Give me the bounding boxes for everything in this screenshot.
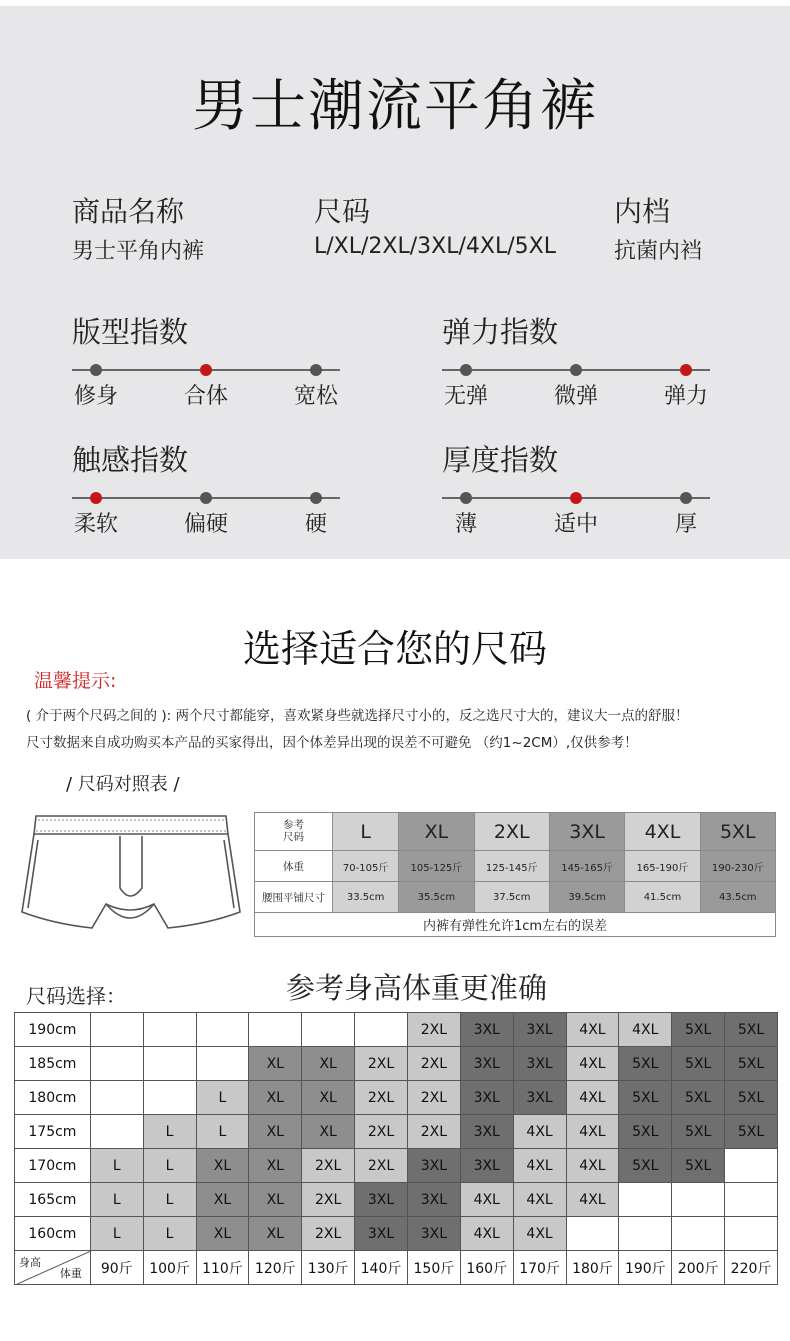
weight-label: 90斤 <box>90 1251 143 1285</box>
page-title: 男士潮流平角裤 <box>192 74 598 139</box>
size-recommendation-cell <box>672 1183 725 1217</box>
weight-label: 100斤 <box>143 1251 196 1285</box>
size-table-corner: 参考 尺码 <box>255 813 333 851</box>
elasticity-index <box>442 310 712 409</box>
size-recommendation-cell: 5XL <box>725 1047 778 1081</box>
info-value: 男士平角内裤 <box>72 239 205 264</box>
size-recommendation-cell: 4XL <box>460 1217 513 1251</box>
size-recommendation-cell: L <box>143 1115 196 1149</box>
size-recommendation-cell: 4XL <box>460 1183 513 1217</box>
height-label: 190cm <box>15 1013 91 1047</box>
tip-line: ( 介于两个尺码之间的 ): 两个尺寸都能穿，喜欢紧身些就选择尺寸小的，反之选尺寸大的，建议大一点的舒服！ <box>26 708 689 724</box>
size-recommendation-cell: 5XL <box>619 1149 672 1183</box>
size-recommendation-cell: 2XL <box>355 1149 408 1183</box>
weight-label: 体重 <box>255 851 333 882</box>
size-recommendation-cell: 2XL <box>407 1081 460 1115</box>
size-recommendation-cell: XL <box>302 1081 355 1115</box>
index-option-label: 微弹 <box>553 384 599 409</box>
grid-row <box>15 1047 778 1081</box>
size-recommendation-cell: 5XL <box>619 1115 672 1149</box>
info-label: 内档 <box>614 195 671 228</box>
corner-height-label: 身高 <box>19 1256 41 1269</box>
size-recommendation-cell: 5XL <box>619 1081 672 1115</box>
index-option-label: 硬 <box>304 512 328 537</box>
index-option-label: 偏硬 <box>183 512 229 537</box>
index-title: 厚度指数 <box>442 443 559 477</box>
size-recommendation-cell <box>90 1081 143 1115</box>
size-recommendation-cell: 3XL <box>407 1149 460 1183</box>
size-recommendation-cell <box>725 1217 778 1251</box>
index-dot-selected <box>570 492 582 504</box>
size-recommendation-cell: L <box>196 1115 249 1149</box>
size-recommendation-cell: 3XL <box>460 1081 513 1115</box>
index-dot-selected <box>200 364 212 376</box>
index-dot <box>460 492 472 504</box>
index-option-label: 柔软 <box>73 512 119 537</box>
weight-label: 110斤 <box>196 1251 249 1285</box>
weight-row <box>15 1251 778 1285</box>
size-recommendation-cell <box>619 1183 672 1217</box>
index-option-label: 宽松 <box>293 384 339 409</box>
size-recommendation-cell <box>90 1013 143 1047</box>
weight-label: 200斤 <box>672 1251 725 1285</box>
size-recommendation-cell: 4XL <box>566 1183 619 1217</box>
waist-cell: 43.5cm <box>700 882 775 913</box>
grid-row <box>15 1149 778 1183</box>
grid-row <box>15 1115 778 1149</box>
index-dot-selected <box>680 364 692 376</box>
size-recommendation-cell: 2XL <box>302 1183 355 1217</box>
size-recommendation-cell: 5XL <box>672 1081 725 1115</box>
size-recommendation-cell: XL <box>196 1217 249 1251</box>
size-recommendation-cell: 2XL <box>302 1149 355 1183</box>
weight-label: 190斤 <box>619 1251 672 1285</box>
size-recommendation-cell <box>143 1047 196 1081</box>
size-recommendation-cell: 3XL <box>513 1081 566 1115</box>
index-option-label: 无弹 <box>443 384 489 409</box>
size-recommendation-cell: 4XL <box>566 1081 619 1115</box>
size-chart-heading: / 尺码对照表 / <box>66 774 180 795</box>
grid-row <box>15 1013 778 1047</box>
size-select-title: 参考身高体重更准确 <box>286 971 548 1005</box>
size-section-title: 选择适合您的尺码 <box>242 627 547 671</box>
index-dot <box>680 492 692 504</box>
index-option-label: 合体 <box>183 384 229 409</box>
weight-label: 160斤 <box>460 1251 513 1285</box>
size-recommendation-cell: 2XL <box>355 1115 408 1149</box>
size-recommendation-cell <box>725 1149 778 1183</box>
weight-label: 150斤 <box>407 1251 460 1285</box>
size-recommendation-cell <box>196 1047 249 1081</box>
size-recommendation-cell: 2XL <box>407 1115 460 1149</box>
size-recommendation-cell: L <box>90 1183 143 1217</box>
height-label: 170cm <box>15 1149 91 1183</box>
index-dot <box>310 492 322 504</box>
size-recommendation-cell: 5XL <box>672 1149 725 1183</box>
index-option-label: 适中 <box>553 512 599 537</box>
tip-heading: 温馨提示: <box>34 670 117 692</box>
size-recommendation-cell: L <box>143 1149 196 1183</box>
thickness-index <box>442 438 712 537</box>
size-recommendation-cell: 4XL <box>566 1115 619 1149</box>
size-recommendation-cell: 5XL <box>672 1115 725 1149</box>
size-recommendation-cell: 5XL <box>672 1013 725 1047</box>
size-recommendation-cell: 5XL <box>725 1013 778 1047</box>
size-recommendation-cell: XL <box>249 1115 302 1149</box>
size-recommendation-cell <box>566 1217 619 1251</box>
size-recommendation-cell: 4XL <box>566 1013 619 1047</box>
size-recommendation-cell: XL <box>196 1183 249 1217</box>
size-table-note: 内裤有弹性允许1cm左右的误差 <box>255 913 776 937</box>
waist-cell: 41.5cm <box>625 882 700 913</box>
height-label: 175cm <box>15 1115 91 1149</box>
weight-label: 220斤 <box>725 1251 778 1285</box>
size-recommendation-cell: XL <box>249 1217 302 1251</box>
size-recommendation-cell: XL <box>249 1183 302 1217</box>
size-recommendation-cell: 2XL <box>407 1013 460 1047</box>
grid-row <box>15 1081 778 1115</box>
index-option-label: 修身 <box>73 384 119 409</box>
height-label: 160cm <box>15 1217 91 1251</box>
waist-label: 腰围平铺尺寸 <box>255 882 333 913</box>
index-option-label: 厚 <box>674 512 698 537</box>
info-value: 抗菌内裆 <box>614 239 703 264</box>
size-recommendation-cell: 4XL <box>513 1115 566 1149</box>
size-recommendation-cell: 3XL <box>513 1047 566 1081</box>
size-recommendation-cell <box>143 1013 196 1047</box>
info-label: 商品名称 <box>72 195 185 228</box>
size-recommendation-cell: XL <box>302 1115 355 1149</box>
weight-label: 170斤 <box>513 1251 566 1285</box>
waist-cell: 35.5cm <box>399 882 474 913</box>
waist-cell: 37.5cm <box>474 882 549 913</box>
size-recommendation-cell: L <box>90 1149 143 1183</box>
size-recommendation-cell: XL <box>249 1047 302 1081</box>
index-option-label: 弹力 <box>663 384 709 409</box>
index-dot <box>90 364 102 376</box>
size-recommendation-cell <box>355 1013 408 1047</box>
weight-label: 130斤 <box>302 1251 355 1285</box>
height-label: 185cm <box>15 1047 91 1081</box>
size-recommendation-cell: 5XL <box>619 1047 672 1081</box>
index-dot <box>200 492 212 504</box>
size-recommendation-cell <box>672 1217 725 1251</box>
index-title: 弹力指数 <box>442 315 559 349</box>
index-dot <box>570 364 582 376</box>
size-recommendation-cell: 3XL <box>460 1047 513 1081</box>
grid-row <box>15 1183 778 1217</box>
size-recommendation-cell: 3XL <box>513 1013 566 1047</box>
corner-weight-label: 体重 <box>59 1267 82 1280</box>
size-recommendation-cell: 4XL <box>566 1149 619 1183</box>
size-cell: 3XL <box>549 813 624 851</box>
index-title: 触感指数 <box>72 443 189 477</box>
size-recommendation-cell: 3XL <box>355 1217 408 1251</box>
tip-line: 尺寸数据来自成功购买本产品的买家得出，因个体差异出现的误差不可避免 （约1~2CM）,仅供参考！ <box>26 735 638 751</box>
size-recommendation-cell: 3XL <box>407 1183 460 1217</box>
grid-corner <box>15 1251 91 1285</box>
index-option-label: 薄 <box>454 512 478 537</box>
weight-cell: 125-145斤 <box>474 851 549 882</box>
index-track <box>442 497 710 499</box>
size-recommendation-cell <box>619 1217 672 1251</box>
index-title: 版型指数 <box>72 315 189 349</box>
info-product-name <box>72 190 204 265</box>
size-recommendation-cell: 5XL <box>725 1115 778 1149</box>
info-crotch <box>614 190 702 265</box>
weight-label: 180斤 <box>566 1251 619 1285</box>
weight-cell: 145-165斤 <box>549 851 624 882</box>
size-recommendation-cell <box>725 1183 778 1217</box>
index-track <box>72 497 340 499</box>
size-recommendation-cell <box>302 1013 355 1047</box>
size-recommendation-cell: XL <box>249 1081 302 1115</box>
size-recommendation-cell <box>90 1115 143 1149</box>
size-recommendation-cell <box>249 1013 302 1047</box>
info-size <box>314 190 556 259</box>
height-weight-grid <box>14 1012 778 1285</box>
briefs-illustration <box>14 808 248 948</box>
size-recommendation-cell: L <box>143 1217 196 1251</box>
waist-cell: 39.5cm <box>549 882 624 913</box>
size-recommendation-cell: 2XL <box>355 1047 408 1081</box>
size-recommendation-cell: L <box>196 1081 249 1115</box>
size-recommendation-cell: 3XL <box>355 1183 408 1217</box>
size-cell: XL <box>399 813 474 851</box>
height-label: 165cm <box>15 1183 91 1217</box>
info-value: L/XL/2XL/3XL/4XL/5XL <box>314 234 556 259</box>
size-select-heading: 尺码选择： <box>26 984 126 1008</box>
texture-index <box>72 438 342 537</box>
size-recommendation-cell: 2XL <box>302 1217 355 1251</box>
waist-cell: 33.5cm <box>333 882 399 913</box>
info-label: 尺码 <box>314 195 371 228</box>
fit-index <box>72 310 342 409</box>
size-recommendation-cell: 5XL <box>725 1081 778 1115</box>
size-recommendation-cell: XL <box>302 1047 355 1081</box>
size-recommendation-cell: XL <box>249 1149 302 1183</box>
size-recommendation-cell: XL <box>196 1149 249 1183</box>
size-recommendation-cell: 4XL <box>513 1149 566 1183</box>
size-recommendation-cell: 3XL <box>460 1149 513 1183</box>
size-recommendation-cell <box>143 1081 196 1115</box>
weight-cell: 70-105斤 <box>333 851 399 882</box>
size-recommendation-cell: 4XL <box>619 1013 672 1047</box>
size-cell: 2XL <box>474 813 549 851</box>
height-label: 180cm <box>15 1081 91 1115</box>
index-track <box>72 369 340 371</box>
weight-cell: 190-230斤 <box>700 851 775 882</box>
size-reference-table <box>254 812 776 937</box>
size-recommendation-cell <box>196 1013 249 1047</box>
size-recommendation-cell: L <box>143 1183 196 1217</box>
index-dot <box>310 364 322 376</box>
size-recommendation-cell: 2XL <box>355 1081 408 1115</box>
size-recommendation-cell: 3XL <box>407 1217 460 1251</box>
size-recommendation-cell: 4XL <box>566 1047 619 1081</box>
weight-label: 140斤 <box>355 1251 408 1285</box>
size-cell: 5XL <box>700 813 775 851</box>
size-recommendation-cell <box>90 1047 143 1081</box>
size-recommendation-cell: 2XL <box>407 1047 460 1081</box>
size-recommendation-cell: 3XL <box>460 1115 513 1149</box>
weight-cell: 165-190斤 <box>625 851 700 882</box>
weight-label: 120斤 <box>249 1251 302 1285</box>
grid-row <box>15 1217 778 1251</box>
size-cell: 4XL <box>625 813 700 851</box>
size-recommendation-cell: 4XL <box>513 1183 566 1217</box>
size-recommendation-cell: 4XL <box>513 1217 566 1251</box>
size-recommendation-cell: 5XL <box>672 1047 725 1081</box>
index-track <box>442 369 710 371</box>
size-recommendation-cell: 3XL <box>460 1013 513 1047</box>
weight-cell: 105-125斤 <box>399 851 474 882</box>
size-recommendation-cell: L <box>90 1217 143 1251</box>
size-cell: L <box>333 813 399 851</box>
index-dot <box>460 364 472 376</box>
index-dot-selected <box>90 492 102 504</box>
